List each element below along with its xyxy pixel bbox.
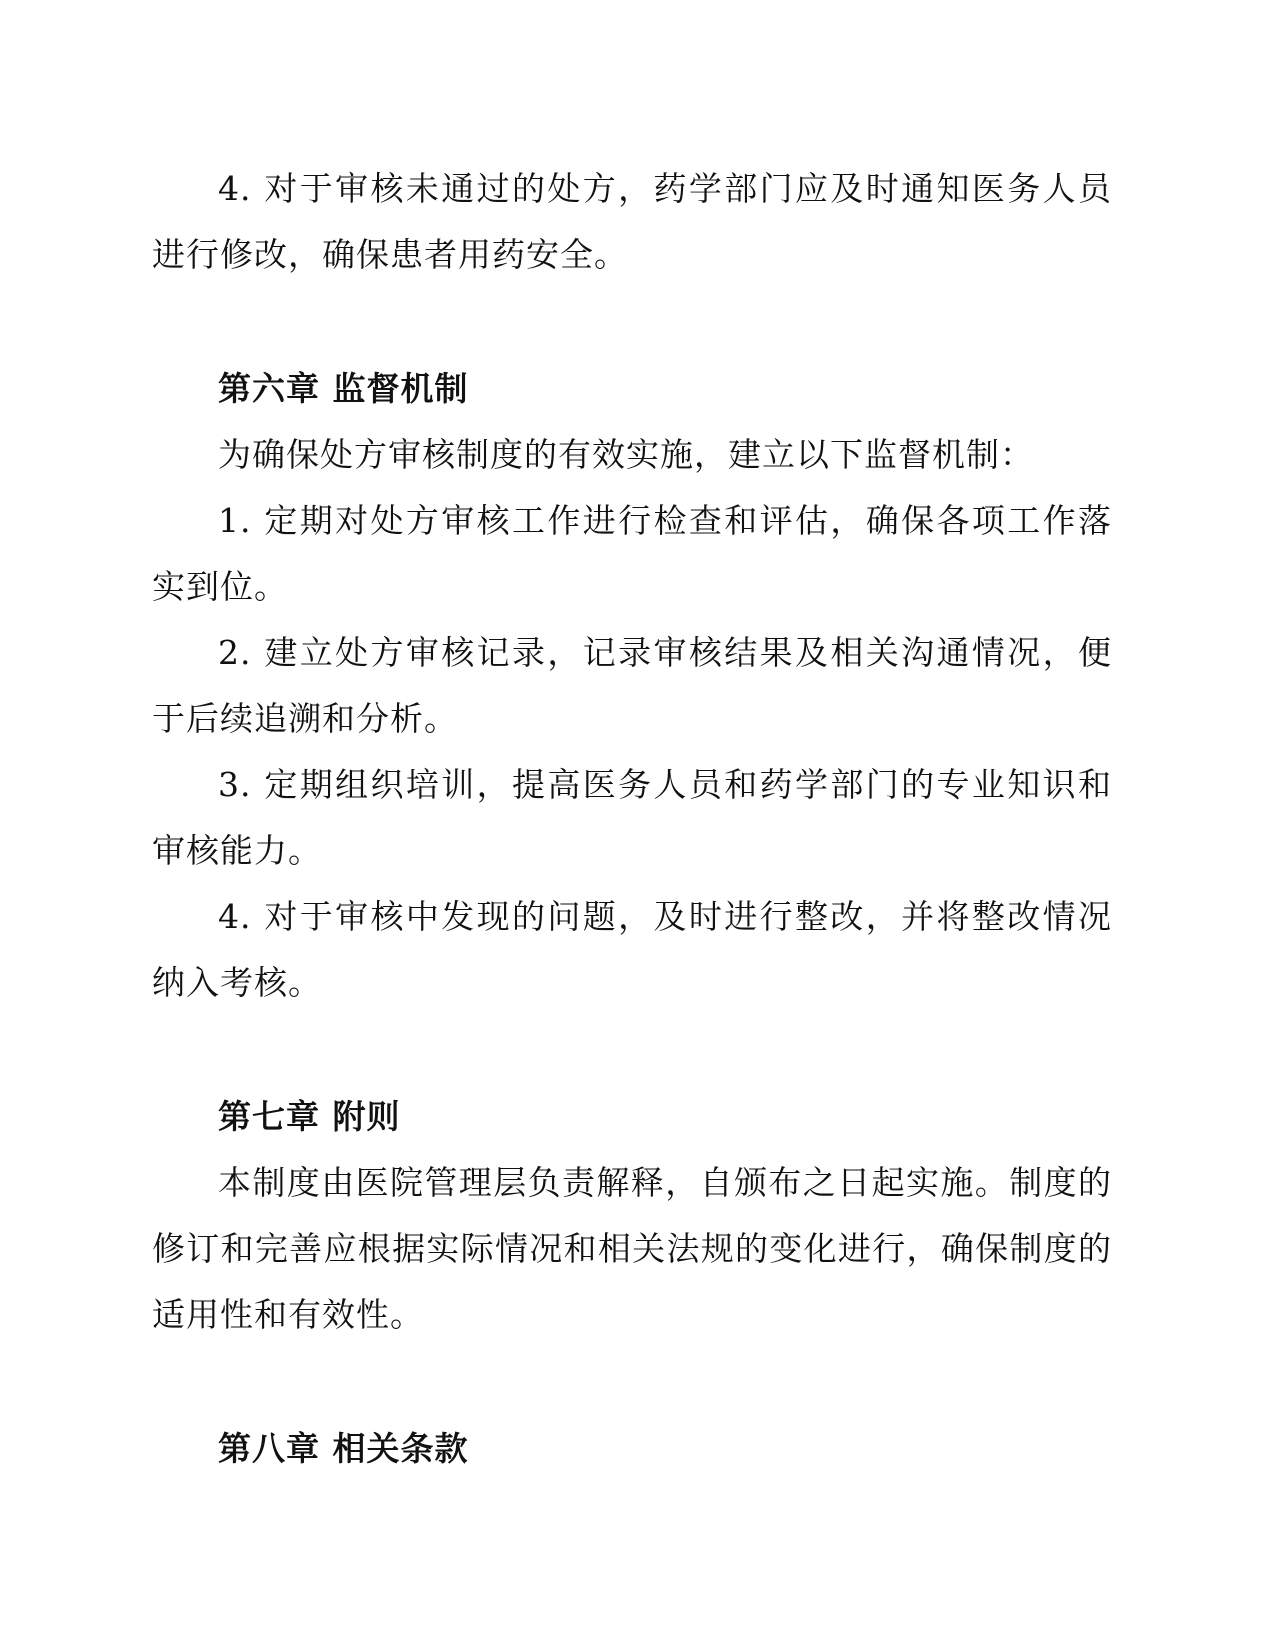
chapter-7-heading: 第七章 附则 (218, 1097, 401, 1136)
section-gap (152, 1016, 1112, 1084)
document-body (152, 156, 1112, 1482)
chapter-6-item-3: 3. 定期组织培训，提高医务人员和药学部门的专业知识和审核能力。 (152, 765, 1112, 870)
section-gap (152, 1348, 1112, 1416)
chapter-6-intro: 为确保处方审核制度的有效实施，建立以下监督机制： (218, 435, 1034, 474)
chapter-8-heading: 第八章 相关条款 (218, 1429, 469, 1468)
chapter-6-item-1: 1. 定期对处方审核工作进行检查和评估，确保各项工作落实到位。 (152, 501, 1112, 606)
chapter-7-body: 本制度由医院管理层负责解释，自颁布之日起实施。制度的修订和完善应根据实际情况和相关法规的变化进行，确保制度的适用性和有效性。 (152, 1163, 1112, 1334)
chapter-6-item-4: 4. 对于审核中发现的问题，及时进行整改，并将整改情况纳入考核。 (152, 897, 1112, 1002)
paragraph-prev-item-4: 4. 对于审核未通过的处方，药学部门应及时通知医务人员进行修改，确保患者用药安全。 (152, 169, 1112, 274)
chapter-6-item-2: 2. 建立处方审核记录，记录审核结果及相关沟通情况，便于后续追溯和分析。 (152, 633, 1112, 738)
chapter-6-heading: 第六章 监督机制 (218, 369, 469, 408)
section-gap (152, 288, 1112, 356)
